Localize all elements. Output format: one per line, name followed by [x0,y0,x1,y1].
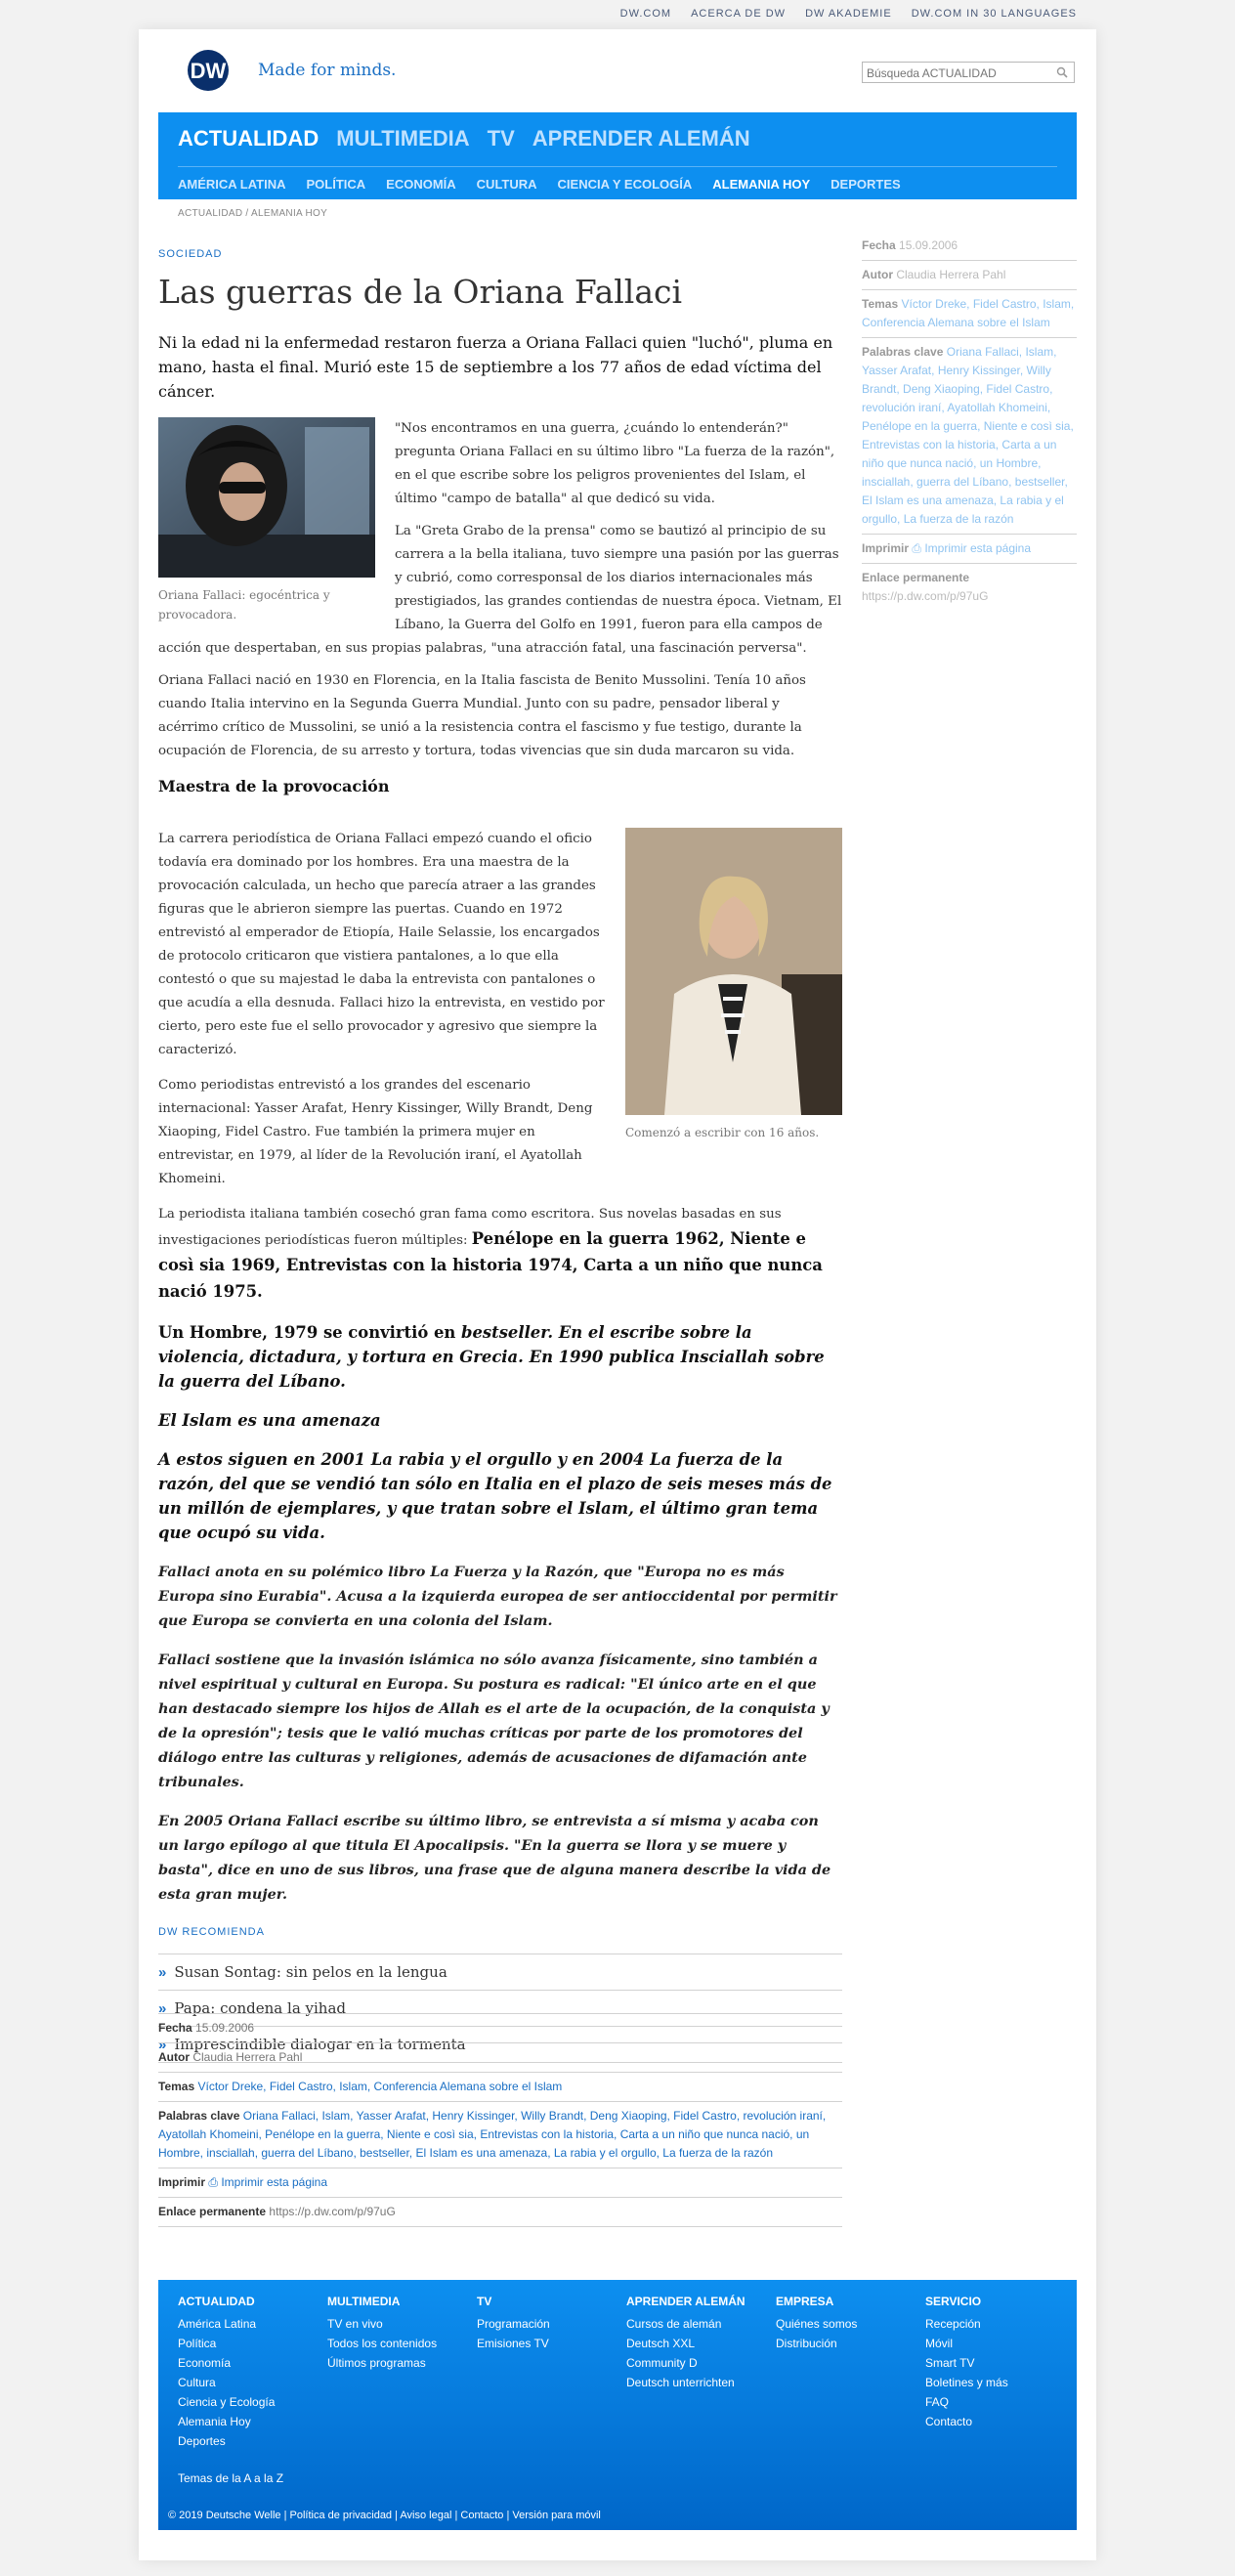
subnav-alemania-hoy[interactable]: ALEMANIA HOY [712,177,811,192]
paragraph-12: En 2005 Oriana Fallaci escribe su último libro, se entrevista a sí misma y acaba con un largo epílogo al que titula El Apocalipsis. "En la guerra se llora y se muere y basta", dice en uno de sus libros, una frase que de alguna manera describe la vida de esta gran mujer. [158,1813,831,1903]
footer-heading[interactable]: APRENDER ALEMÁN [626,2295,745,2308]
nav-main [178,126,750,151]
footer-link[interactable]: Quiénes somos [776,2317,858,2331]
search-box[interactable] [862,62,1075,83]
footer-link[interactable]: Economía [178,2356,232,2370]
article-meta [158,2013,842,2227]
permalink[interactable]: https://p.dw.com/p/97uG [862,589,989,603]
photo-fallaci-car[interactable] [158,417,375,578]
label: Autor [862,268,893,281]
subnav-politica[interactable]: POLÍTICA [306,177,366,192]
figure-caption-2: Comenzó a escribir con 16 años. [625,1126,820,1139]
recommend-item[interactable] [158,1954,842,1991]
paragraph-4: La carrera periodística de Oriana Fallaci empezó cuando el oficio todavía era dominado por los hombres. Era una maestra de la provocación calculada, un hecho que parecía atraer a las grandes figuras que le abrieron siempre las puertas. Cuando en 1972 entrevistó al emperador de Etiopía, Haile Selassie, los encargados de protocolo criticaron que vistiera pantalones, a lo que ella contestó o que su majestad le daba la entrevista con pantalones o que acudía a ella desnuda. Fallaci hizo la entrevista, en vestido por cierto, pero este fue el sello provocador y agresivo que siempre la caracterizó. [158,832,605,1057]
footer-col-actualidad [178,2295,324,2451]
subnav-ciencia[interactable]: CIENCIA Y ECOLOGÍA [557,177,693,192]
article-kicker[interactable]: SOCIEDAD [158,248,223,260]
footer-atoz-link[interactable]: Temas de la A a la Z [178,2471,284,2485]
subnav-economia[interactable]: ECONOMÍA [386,177,456,192]
article-lead: Ni la edad ni la enfermedad restaron fuerza a Oriana Fallaci quien "luchó", pluma en mano, hasta el final. Murió este 15 de septiembre a los 77 años de edad víctima del cáncer. [158,333,833,401]
top-link-akademie[interactable]: DW AKADEMIE [805,8,892,20]
footer-link[interactable]: Cultura [178,2376,216,2389]
value: Claudia Herrera Pahl [896,268,1006,281]
keyword-links[interactable]: Oriana Fallaci, Islam, Yasser Arafat, Henry Kissinger, Willy Brandt, Deng Xiaoping, Fidel Castro, revolución iraní, Ayatollah Khomeini, Penélope en la guerra, Niente e così sia, Entrevistas con la historia, Carta a un niño que nunca nació, un Hombre, insciallah, guerra del Líbano, bestseller, El Islam es una amenaza, La rabia y el orgullo, La fuerza de la razón [862,345,1074,526]
tagline: Made for minds. [258,61,397,80]
paragraph-7 [158,1320,842,1394]
label: Palabras clave [862,345,944,359]
figure-fallaci-1 [158,417,375,624]
top-link-dwcom[interactable]: DW.COM [619,8,672,20]
photo-fallaci-seated[interactable] [625,828,842,1115]
print-link[interactable]: Imprimir esta página [924,541,1032,555]
label: Palabras clave [158,2109,240,2123]
label: Autor [158,2050,190,2064]
sidebar-autor [862,261,1077,290]
meta-fecha [158,2014,842,2043]
label: Fecha [862,238,896,252]
value: 15.09.2006 [195,2021,255,2035]
label: Enlace permanente [862,571,970,584]
meta-imprimir [158,2168,842,2198]
paragraph-5: Como periodistas entrevistó a los grandes del escenario internacional: Yasser Arafat, Henry Kissinger, Willy Brandt, Deng Xiaoping, Fidel Castro. Fue también la primera mujer en entrevistar, en 1979, al líder de la Revolución iraní, el Ayatollah Khomeini. [158,1078,593,1186]
paragraph-3: Oriana Fallaci nació en 1930 en Florencia, en la Italia fascista de Benito Mussolini. Tenía 10 años cuando Italia intervino en la Segunda Guerra Mundial. Junto con su padre, pensador liberal y acérrimo crítico de Mussolini, se unió a la resistencia contra el fascismo y fue testigo, durante la ocupación de Florencia, de su arresto y tortura, todas vivencias que sin duda marcaron su vida. [158,673,806,758]
paragraph-7-b: bestseller. En el escribe sobre la violencia, dictadura, y tortura en Grecia. En 1990 publica Insciallah sobre la guerra del Líbano. [158,1323,825,1391]
recommend-label[interactable]: Susan Sontag: sin pelos en la lengua [174,1963,447,1981]
recommend-title: DW RECOMIENDA [158,1926,265,1938]
subnav-cultura[interactable]: CULTURA [476,177,537,192]
footer-link[interactable]: Distribución [776,2337,837,2350]
footer-link[interactable]: Cursos de alemán [626,2317,722,2331]
footer-link[interactable]: Boletines y más [925,2376,1008,2389]
paragraph-10: Fallaci anota en su polémico libro La Fuerza y la Razón, que "Europa no es más Europa sino Eurabia". Acusa a la izquierda europea de ser antioccidental por permitir que Europa se convierta en una colonia del Islam. [158,1564,837,1629]
print-icon[interactable]: ⎙ [912,541,921,555]
article [158,244,842,2063]
label: Fecha [158,2021,192,2035]
svg-text:DW: DW [190,59,227,83]
temas-links[interactable]: Víctor Dreke, Fidel Castro, Islam, Conferencia Alemana sobre el Islam [197,2080,563,2093]
search-input[interactable] [863,64,1048,83]
paragraph-8: El Islam es una amenaza [158,1411,381,1430]
subheading-provocacion: Maestra de la provocación [158,777,390,795]
chevron-right-icon: » [158,2036,167,2053]
footer-link[interactable]: América Latina [178,2317,257,2331]
footer-col-tv [477,2295,623,2353]
paragraph-9: A estos siguen en 2001 La rabia y el orgullo y en 2004 La fuerza de la razón, del que se vendió tan sólo en Italia en el plazo de seis meses más de un millón de ejemplares, y que tratan sobre el Islam, el último gran tema que ocupó su vida. [158,1450,832,1542]
print-link[interactable]: Imprimir esta página [221,2175,328,2189]
footer-link[interactable]: Deportes [178,2434,226,2448]
paragraph-6-books: Penélope en la guerra 1962, Niente e così sia 1969, Entrevistas con la historia 1974, Carta a un niño que nunca nació 1975. [158,1229,823,1301]
top-link-acerca[interactable]: ACERCA DE DW [691,8,787,20]
sidebar-palabras [862,338,1077,535]
nav-tv[interactable]: TV [487,126,515,150]
label: Enlace permanente [158,2205,267,2218]
nav-multimedia[interactable]: MULTIMEDIA [336,126,470,150]
footer-link[interactable]: Móvil [925,2337,954,2350]
footer-col-multimedia [327,2295,474,2373]
recommend-label[interactable]: Papa: condena la yihad [174,1999,347,2017]
value: Claudia Herrera Pahl [192,2050,303,2064]
recommend-label[interactable]: Imprescindible dialogar en la tormenta [174,2036,466,2053]
chevron-right-icon: » [158,1963,167,1981]
figure-fallaci-2 [625,828,842,1142]
meta-autor [158,2043,842,2073]
print-icon[interactable]: ⎙ [208,2175,218,2189]
page-container [139,29,1096,2560]
paragraph-6 [158,1203,842,1306]
footer-heading[interactable]: TV [477,2295,492,2308]
subnav-america-latina[interactable]: AMÉRICA LATINA [178,177,286,192]
permalink[interactable]: https://p.dw.com/p/97uG [269,2205,396,2218]
value: 15.09.2006 [899,238,958,252]
footer-link[interactable]: Programación [477,2317,550,2331]
footer-link[interactable]: TV en vivo [327,2317,383,2331]
sidebar-imprimir [862,535,1077,564]
sidebar-fecha [862,232,1077,261]
header [139,29,1096,112]
figure-caption-1: Oriana Fallaci: egocéntrica y provocadora. [158,588,330,622]
footer-col-servicio [925,2295,1072,2431]
nav-actualidad[interactable]: ACTUALIDAD [178,126,319,150]
top-utility-bar [0,0,1235,29]
footer-heading[interactable]: SERVICIO [925,2295,982,2308]
footer-link[interactable]: Community D [626,2356,698,2370]
meta-enlace [158,2198,842,2227]
label: Temas [862,297,899,311]
breadcrumb[interactable]: ACTUALIDAD / ALEMANIA HOY [178,208,328,219]
footer-link[interactable]: Últimos programas [327,2356,426,2370]
sidebar-enlace [862,564,1077,611]
footer [158,2280,1077,2530]
nav-sub [178,177,901,192]
paragraph-6-text: La periodista italiana también cosechó gran fama como escritora. Sus novelas basadas en sus investigaciones periodísticas fueron múltiples: [158,1207,782,1248]
page-title: Las guerras de la Oriana Fallaci [158,273,683,311]
temas-links[interactable]: Víctor Dreke, Fidel Castro, Islam, Conferencia Alemana sobre el Islam [862,297,1075,329]
subnav-deportes[interactable]: DEPORTES [830,177,901,192]
footer-col-aprender [626,2295,773,2392]
footer-link[interactable]: Deutsch XXL [626,2337,696,2350]
top-link-languages[interactable]: DW.COM IN 30 LANGUAGES [911,8,1077,20]
paragraph-1: "Nos encontramos en una guerra, ¿cuándo lo entenderán?" pregunta Oriana Fallaci en su último libro "La fuerza de la razón", en el que escribe sobre los peligros provenientes del Islam, el último "campo de batalla" al que dedicó su vida. [395,421,835,506]
label: Imprimir [158,2175,206,2189]
footer-link[interactable]: Contacto [925,2415,973,2428]
paragraph-11: Fallaci sostiene que la invasión islámica no sólo avanza físicamente, sino también a nivel espiritual y cultural en Europa. Su postura es radical: "El único arte en el que han destacado siempre los hijos de Allah es el arte de la ocupación, de la conquista y de la opresión"; tesis que le valió muchas críticas por parte de los promotores del diálogo entre las culturas y religiones, además de acusaciones de difamación ante tribunales. [158,1652,830,1790]
nav-divider [178,166,1057,167]
chevron-right-icon: » [158,1999,167,2017]
footer-link[interactable]: Política [178,2337,217,2350]
label: Temas [158,2080,195,2093]
footer-link[interactable]: Recepción [925,2317,981,2331]
nav-aprender-aleman[interactable]: APRENDER ALEMÁN [532,126,750,150]
footer-copyright[interactable]: © 2019 Deutsche Welle | Política de privacidad | Aviso legal | Contacto | Versión para móvil [168,2510,601,2521]
footer-link[interactable]: Smart TV [925,2356,975,2370]
top-links [620,8,1077,20]
meta-palabras [158,2102,842,2168]
footer-link[interactable]: Todos los contenidos [327,2337,438,2350]
meta-temas [158,2073,842,2102]
footer-col-empresa [776,2295,922,2353]
footer-link[interactable]: Alemania Hoy [178,2415,251,2428]
dw-logo[interactable] [168,49,248,92]
footer-heading[interactable]: MULTIMEDIA [327,2295,401,2308]
keyword-links[interactable]: Oriana Fallaci, Islam, Yasser Arafat, Henry Kissinger, Willy Brandt, Deng Xiaoping, Fidel Castro, revolución iraní, Ayatollah Khomeini, Penélope en la guerra, Niente e così sia, Entrevistas con la historia, Carta a un niño que nunca nació, un Hombre, insciallah, guerra del Líbano, bestseller, El Islam es una amenaza, La rabia y el orgullo, La fuerza de la razón [158,2109,827,2160]
footer-heading[interactable]: EMPRESA [776,2295,834,2308]
footer-link[interactable]: Emisiones TV [477,2337,549,2350]
footer-link[interactable]: FAQ [925,2395,950,2409]
sidebar-temas [862,290,1077,338]
search-icon[interactable] [1056,66,1068,78]
label: Imprimir [862,541,910,555]
paragraph-7-a: Un Hombre, 1979 se convirtió en [158,1323,462,1342]
footer-link[interactable]: Ciencia y Ecología [178,2395,276,2409]
footer-heading[interactable]: ACTUALIDAD [178,2295,255,2308]
sidebar-meta [862,232,1077,611]
footer-link[interactable]: Deutsch unterrichten [626,2376,735,2389]
main-navigation [158,112,1077,199]
paragraph-2: La "Greta Grabo de la prensa" como se bautizó al principio de su carrera a la bella italiana, tuvo siempre una pasión por las guerras y cubrió, como corresponsal de los diarios internacionales más prestigiados, las grandes contiendas de nuestra época. Vietnam, El Líbano, la Guerra del Golfo en 1991, fueron para ella campos de acción que despertaban, en sus propias palabras, "una atracción fatal, una fascinación perversa". [158,524,842,656]
